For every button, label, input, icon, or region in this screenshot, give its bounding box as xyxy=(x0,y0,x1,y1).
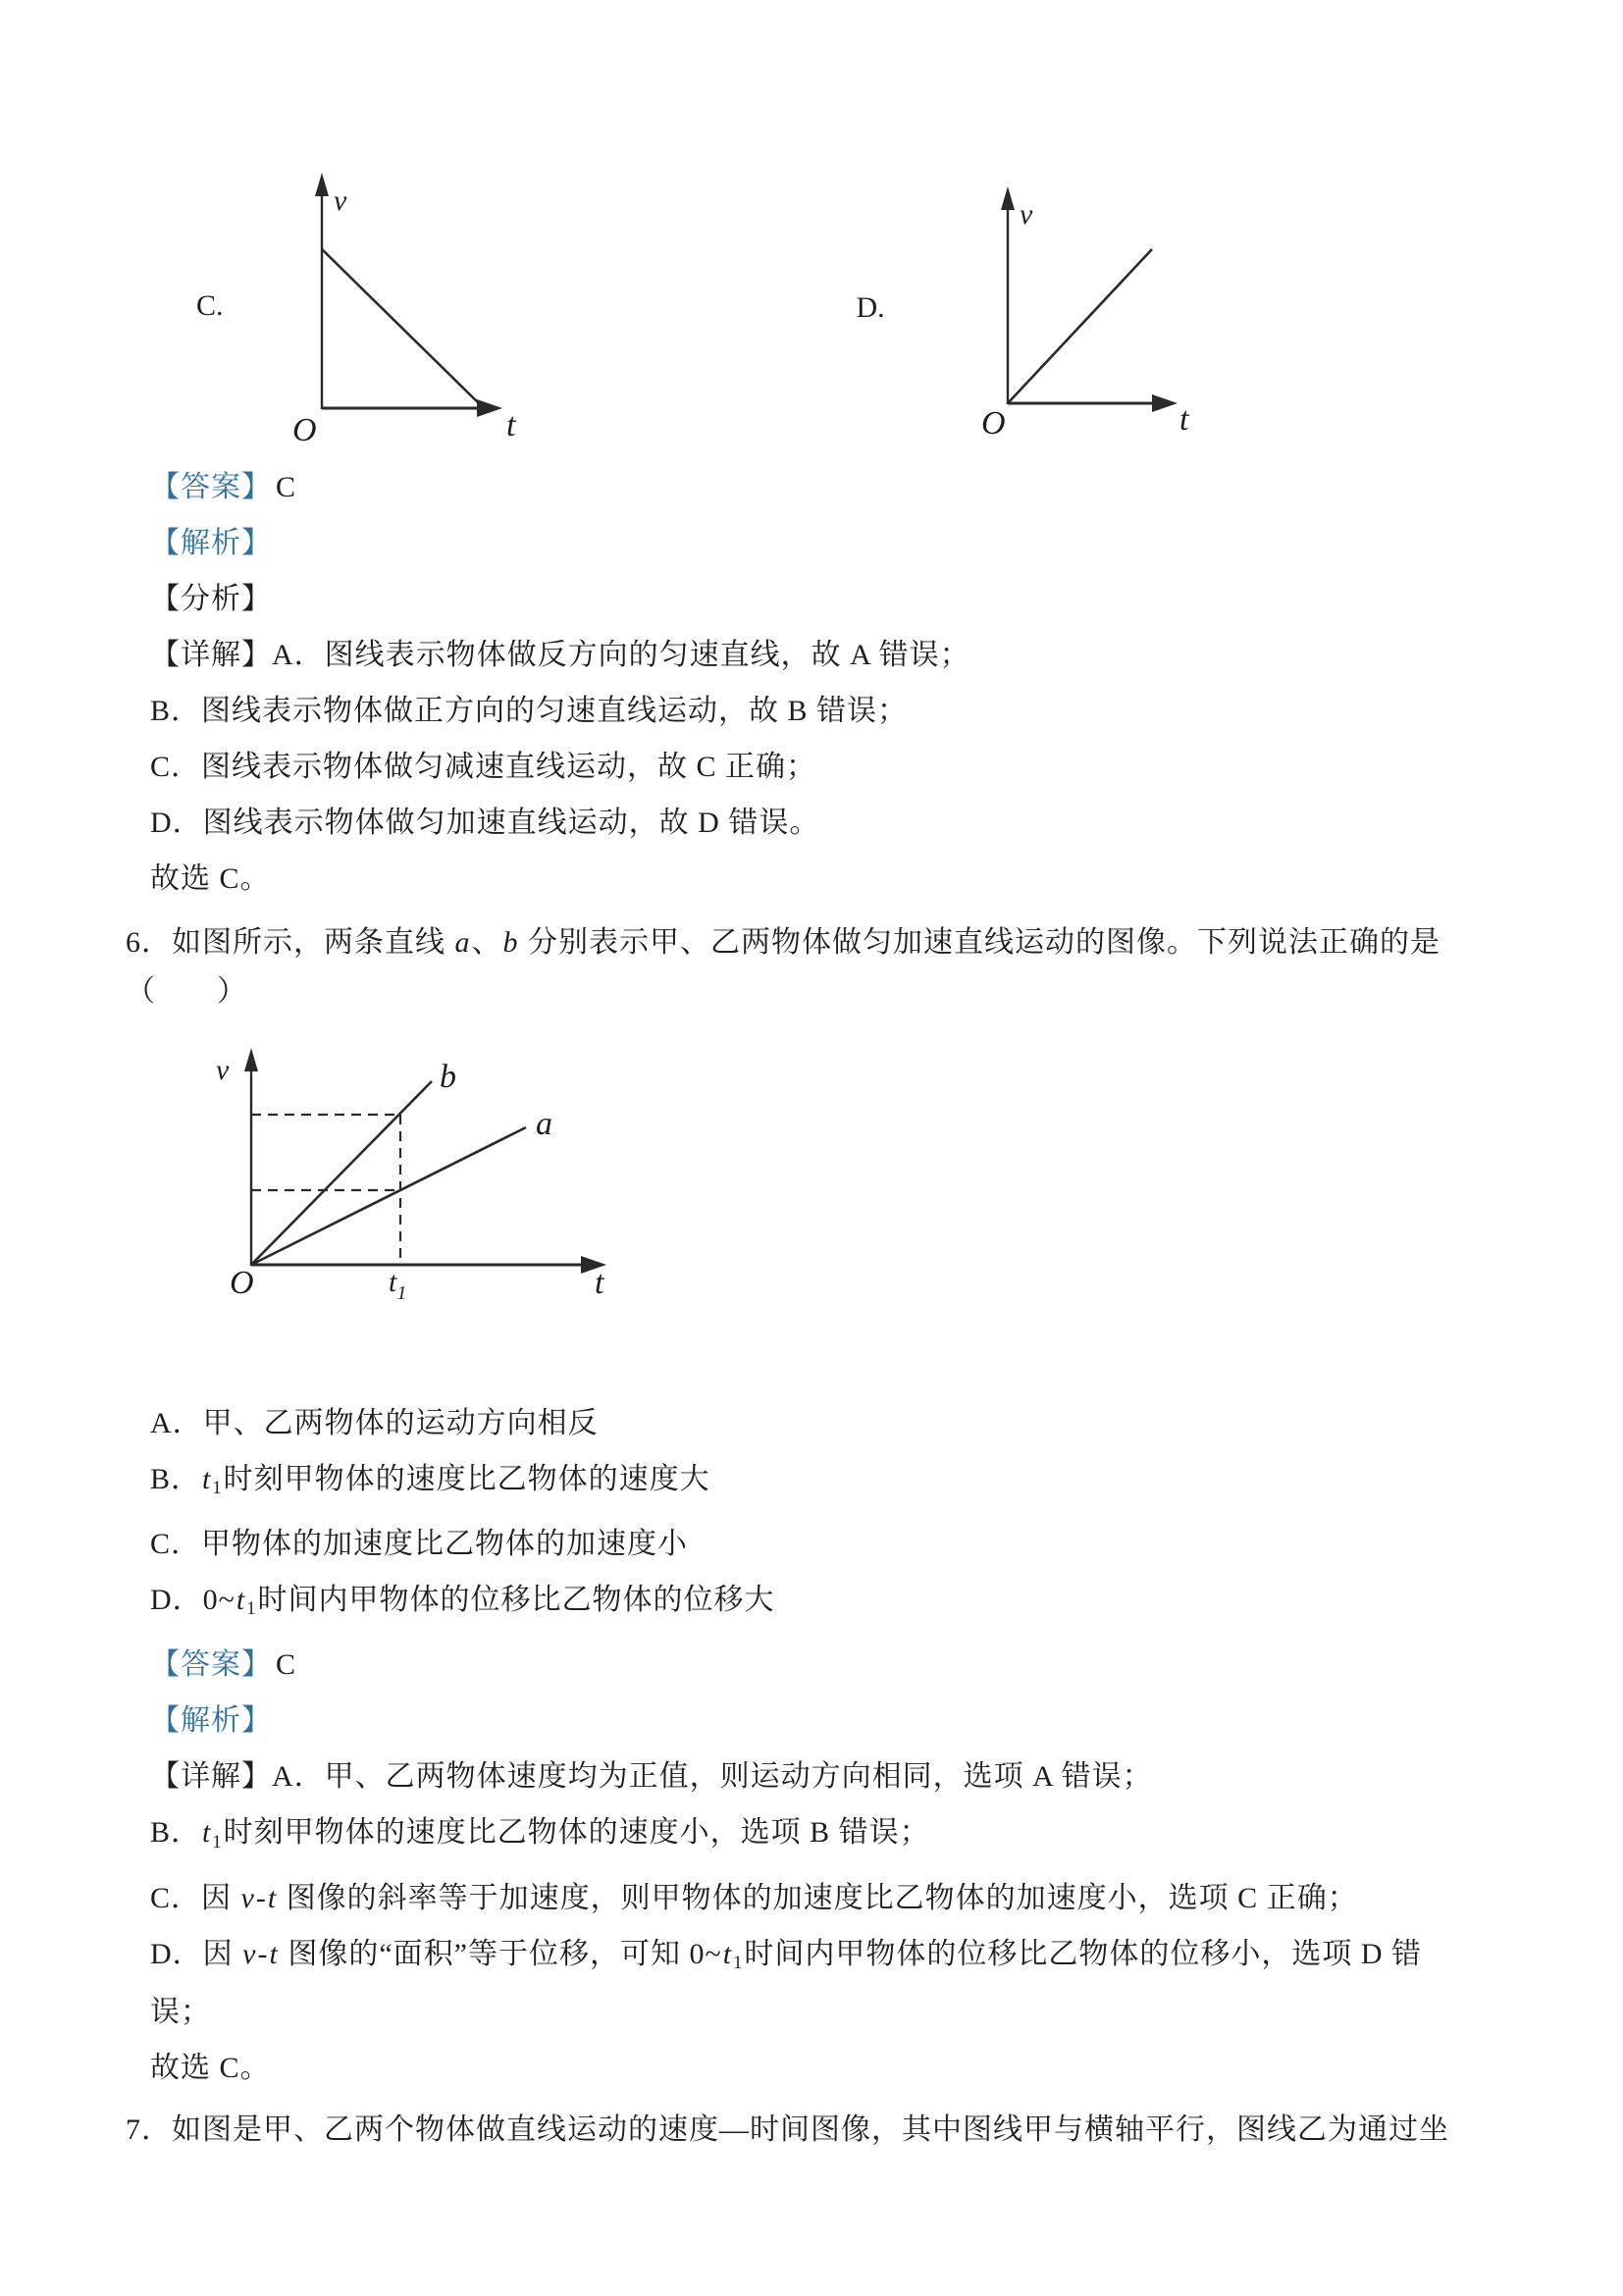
answer-tag: 【答案】 xyxy=(150,1648,272,1682)
q6-detail-b: B．t1时刻甲物体的速度比乙物体的速度小，选项 B 错误； xyxy=(150,1816,930,1852)
vt-graph-option-d xyxy=(895,181,1189,436)
q5-detail-b: B．图线表示物体做正方向的匀速直线运动，故 B 错误； xyxy=(150,695,909,727)
v-axis-label: v xyxy=(216,1054,230,1086)
q5-option-c-figure xyxy=(196,169,528,444)
velocity-line-increasing xyxy=(1008,249,1152,403)
v-axis-arrow xyxy=(244,1048,258,1071)
vt-graph-q6 xyxy=(194,1046,616,1301)
t1-label: $t_1$ xyxy=(389,1266,407,1301)
q5-detail-c: C．图线表示物体做匀减速直线运动，故 C 正确； xyxy=(150,751,817,783)
origin-label: O xyxy=(291,412,317,444)
q5-jiexi-line xyxy=(150,519,1495,568)
fenxi-tag: 【分析】 xyxy=(150,583,272,615)
q6-detail-d: D．因 v-t 图像的“面积”等于位移，可知 0~t1时间内甲物体的位移比乙物体的位移小，选项 D 错 误； xyxy=(150,1937,1423,2028)
q6-option-c: C．甲物体的加速度比乙物体的加速度小 xyxy=(150,1528,689,1561)
q5-option-figures xyxy=(126,169,1495,444)
answer-value: C xyxy=(276,471,297,503)
option-c-label: C. xyxy=(196,289,224,322)
q6-stem-paren: （ ） xyxy=(126,975,247,1008)
q6-answer-line xyxy=(150,1641,1495,1690)
q6-conclusion: 故选 C。 xyxy=(150,2051,271,2084)
q6-option-a: A．甲、乙两物体的运动方向相反 xyxy=(150,1407,599,1439)
q5-answer-line xyxy=(150,463,1495,512)
q6-figure-block xyxy=(194,1046,1495,1309)
origin-label: O xyxy=(230,1265,254,1301)
vt-graph-option-c xyxy=(234,169,528,444)
q6-jiexi-line xyxy=(150,1696,1495,1746)
q5-conclusion: 故选 C。 xyxy=(150,862,271,895)
t-axis-arrow xyxy=(1152,394,1178,412)
t-axis-label: t xyxy=(505,407,515,444)
q6-detail-a: 【详解】A．甲、乙两物体速度均为正值，则运动方向相同，选项 A 错误； xyxy=(150,1760,1153,1794)
v-axis-label: v xyxy=(333,184,346,217)
v-axis-arrow xyxy=(1001,186,1015,210)
answer-tag: 【答案】 xyxy=(150,471,272,503)
q5-option-d-figure xyxy=(857,181,1189,436)
q5-detail-d: D．图线表示物体做匀加速直线运动，故 D 错误。 xyxy=(150,807,820,839)
q6-detail-c: C．因 v-t 图像的斜率等于加速度，则甲物体的加速度比乙物体的加速度小，选项 C 正确； xyxy=(150,1881,1358,1914)
line-b-label: b xyxy=(440,1059,456,1095)
origin-label: O xyxy=(980,405,1006,436)
line-a-label: a xyxy=(536,1106,552,1142)
q6-stem: 6．如图所示，两条直线 a、b 分别表示甲、乙两物体做匀加速直线运动的图像。下列说法正确的是 xyxy=(126,926,1440,959)
velocity-line-decreasing xyxy=(322,249,483,407)
line-b xyxy=(251,1081,432,1265)
t-axis-label: t xyxy=(595,1265,604,1301)
v-axis-label: v xyxy=(1019,198,1033,231)
q5-fenxi-line xyxy=(150,575,1495,624)
q7-stem: 7．如图是甲、乙两个物体做直线运动的速度—时间图像，其中图线甲与横轴平行，图线乙为通过坐 xyxy=(126,2113,1449,2146)
option-d-label: D. xyxy=(856,291,885,324)
q6-option-d: D．0~t1时间内甲物体的位移比乙物体的位移大 xyxy=(150,1584,775,1620)
q6-option-b: B．t1时刻甲物体的速度比乙物体的速度大 xyxy=(150,1463,710,1499)
v-axis-arrow xyxy=(315,173,329,196)
q6-stem-block xyxy=(126,918,1495,1017)
q5-detail-a: 【详解】A．图线表示物体做反方向的匀速直线，故 A 错误； xyxy=(150,639,970,671)
jiexi-tag: 【解析】 xyxy=(150,1704,272,1738)
line-a xyxy=(251,1127,526,1265)
t-axis-label: t xyxy=(1178,401,1189,436)
jiexi-tag: 【解析】 xyxy=(150,527,272,559)
answer-value: C xyxy=(276,1648,297,1682)
t-axis-arrow xyxy=(477,399,502,417)
